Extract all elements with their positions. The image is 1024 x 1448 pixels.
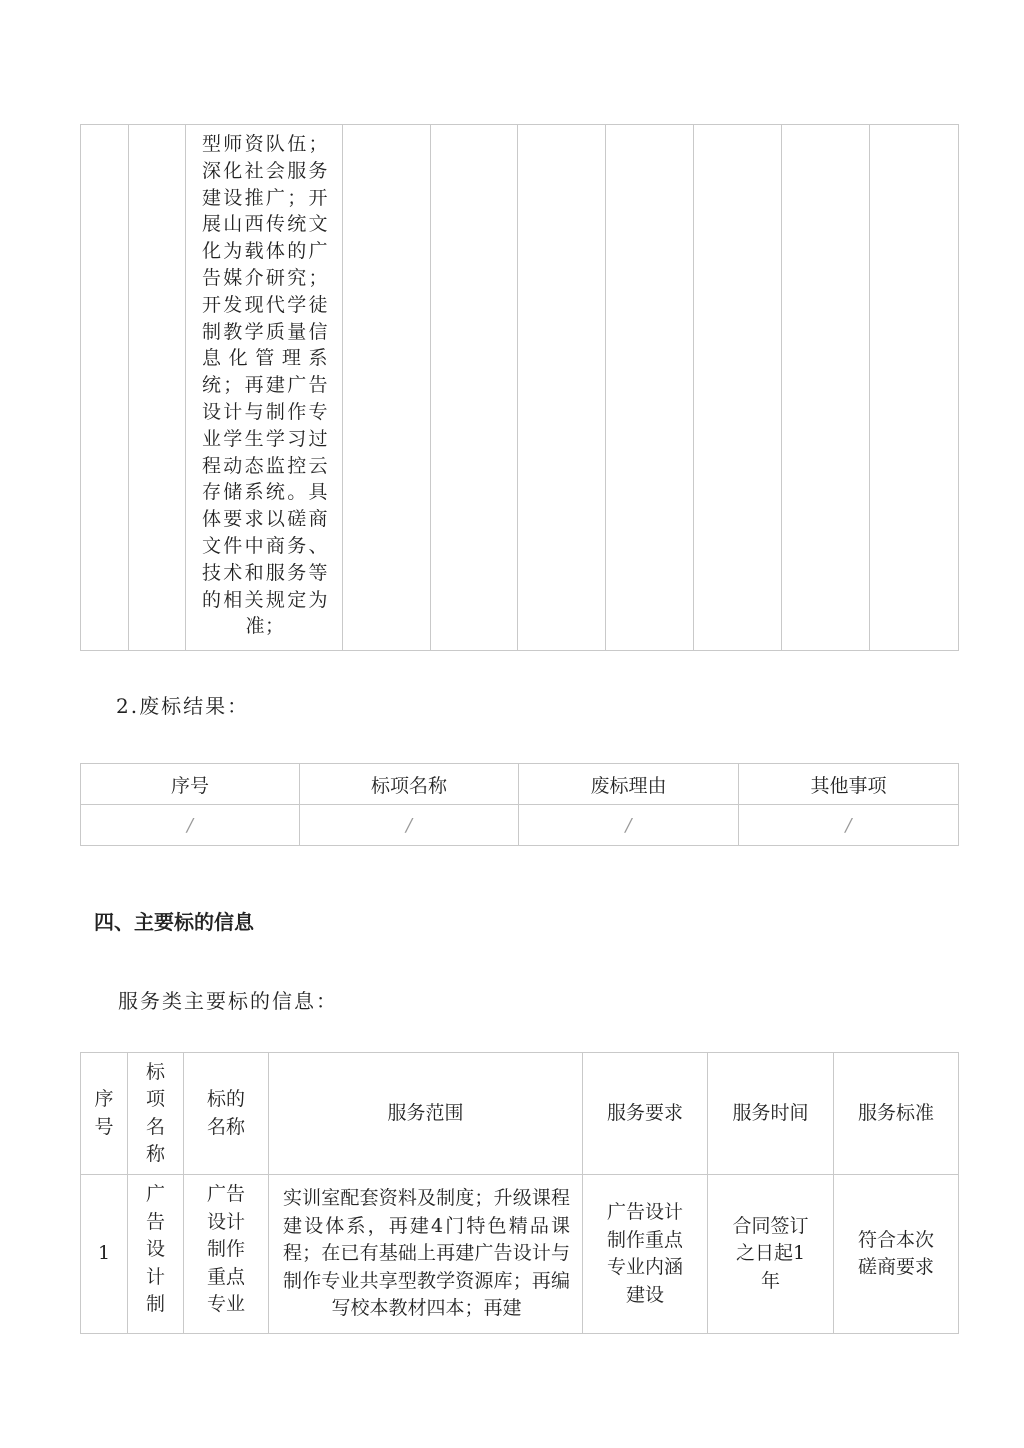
table-cell	[694, 125, 782, 651]
award-table-continuation	[80, 124, 959, 651]
table-header-row	[81, 1053, 959, 1175]
table-cell	[782, 125, 870, 651]
table-row	[81, 125, 959, 651]
cell-item-name: 广告设计制	[128, 1175, 184, 1334]
table-cell	[129, 125, 186, 651]
cell-standard: 符合本次磋商要求	[834, 1175, 959, 1334]
invalid-bid-label: 2.废标结果：	[116, 694, 250, 718]
section-heading: 四、主要标的信息	[94, 910, 254, 934]
header-standard: 服务标准	[834, 1053, 959, 1175]
table-row	[81, 805, 959, 846]
cell-scope: 实训室配套资料及制度；升级课程建设体系，再建4门特色精品课程；在已有基础上再建广告设计与制作专业共享型教学资源库；再编写校本教材四本；再建	[269, 1175, 583, 1334]
table-cell	[186, 125, 343, 651]
award-content-text: 型师资队伍；深化社会服务建设推广；开展山西传统文化为载体的广告媒介研究；开发现代学徒制教学质量信息化管理系统；再建广告设计与制作专业学生学习过程动态监控云存储系统。具体要求以磋商文件中商务、技术和服务等的相关规定为准；	[202, 133, 328, 638]
table-cell	[431, 125, 518, 651]
table-header-row	[81, 764, 959, 805]
cell-no: /	[81, 805, 300, 846]
invalid-bid-table	[80, 763, 959, 846]
cell-item-name: /	[300, 805, 519, 846]
header-time: 服务时间	[708, 1053, 834, 1175]
service-table	[80, 1052, 959, 1334]
table-cell	[81, 125, 129, 651]
cell-requirement: 广告设计制作重点专业内涵建设	[583, 1175, 708, 1334]
header-target-name: 标的名称	[184, 1053, 269, 1175]
table-cell	[518, 125, 606, 651]
table-cell	[870, 125, 959, 651]
cell-reason: /	[519, 805, 739, 846]
header-item-name: 标项名称	[300, 764, 519, 805]
header-reason: 废标理由	[519, 764, 739, 805]
cell-time: 合同签订之日起1年	[708, 1175, 834, 1334]
table-row	[81, 1175, 959, 1334]
section-subtitle: 服务类主要标的信息：	[118, 989, 338, 1013]
header-item-name: 标项名称	[128, 1053, 184, 1175]
header-no: 序号	[81, 1053, 128, 1175]
header-requirement: 服务要求	[583, 1053, 708, 1175]
table-cell	[343, 125, 431, 651]
table-cell	[606, 125, 694, 651]
header-scope: 服务范围	[269, 1053, 583, 1175]
cell-other: /	[739, 805, 959, 846]
cell-no: 1	[81, 1175, 128, 1334]
header-no: 序号	[81, 764, 300, 805]
header-other: 其他事项	[739, 764, 959, 805]
cell-target-name: 广告设计制作重点专业	[184, 1175, 269, 1334]
